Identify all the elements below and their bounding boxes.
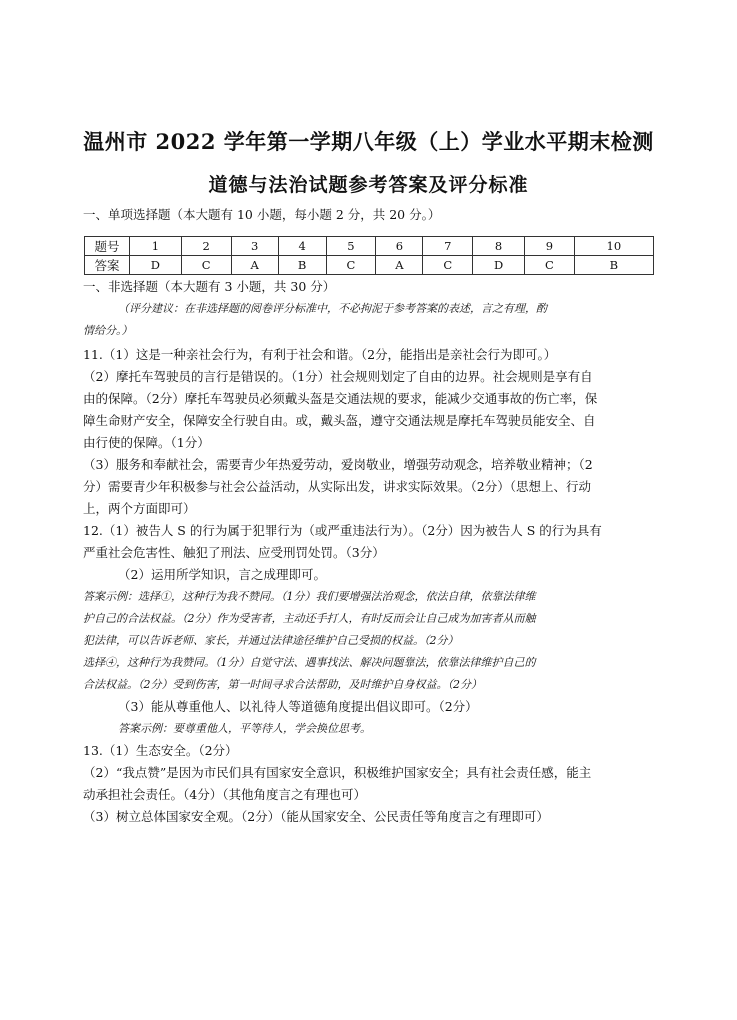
table-cell: 1 (130, 237, 182, 256)
table-cell: A (231, 256, 278, 275)
answer-line: 分）需要青少年积极参与社会公益活动，从实际出发，讲求实际效果。（2分）（思想上、行动 (83, 479, 591, 494)
table-row-numbers (85, 237, 654, 256)
answer-example-line: 犯法律，可以告诉老师、家长，并通过法律途径维护自己受损的权益。（2分） (83, 634, 459, 647)
section1-heading: 一、单项选择题（本大题有 10 小题，每小题 2 分，共 20 分。） (83, 207, 441, 222)
answer-line: （3）服务和奉献社会，需要青少年热爱劳动，爱岗敬业，增强劳动观念，培养敬业精神；（2 (83, 457, 593, 472)
answer-line: （2）运用所学知识，言之成理即可。 (118, 567, 326, 582)
table-cell: 4 (278, 237, 326, 256)
table-cell: 10 (574, 237, 653, 256)
answer-line: （2）“我点赞”是因为市民们具有国家安全意识，积极维护国家安全；具有社会责任感，能主 (83, 765, 592, 780)
answer-example-line: 答案示例：要尊重他人，平等待人，学会换位思考。 (118, 722, 371, 735)
answer-line: （3）能从尊重他人、以礼待人等道德角度提出倡议即可。（2分） (118, 699, 478, 714)
table-cell: B (574, 256, 653, 275)
answer-line: （3）树立总体国家安全观。（2分）（能从国家安全、公民责任等角度言之有理即可） (83, 809, 549, 824)
grading-note-line2: 情给分。） (83, 324, 133, 337)
answer-line: 由的保障。（2分）摩托车驾驶员必须戴头盔是交通法规的要求，能减少交通事故的伤亡率，保 (83, 391, 598, 406)
table-cell: C (423, 256, 473, 275)
table-cell: A (376, 256, 423, 275)
table-cell: C (525, 256, 575, 275)
answer-line: 由行使的保障。（1分） (83, 435, 210, 450)
table-cell: C (181, 256, 231, 275)
row-label-answer: 答案 (85, 256, 130, 275)
answer-line: 障生命财产安全，保障安全行驶自由。或，戴头盔，遵守交通法规是摩托车驾驶员能安全、自 (83, 413, 596, 428)
table-cell: D (130, 256, 182, 275)
answer-line: 上，两个方面即可） (83, 501, 196, 516)
answer-example-line: 答案示例：选择①，这种行为我不赞同。（1分）我们要增强法治观念，依法自律，依靠法律维 (83, 590, 536, 603)
grading-note-line1: （评分建议：在非选择题的阅卷评分标准中，不必拘泥于参考答案的表述，言之有理，酌 (118, 302, 547, 315)
answer-example-line: 合法权益。（2分）受到伤害，第一时间寻求合法帮助，及时维护自身权益。（2分） (83, 678, 482, 691)
row-label-number: 题号 (85, 237, 130, 256)
table-cell: 7 (423, 237, 473, 256)
table-cell: C (326, 256, 376, 275)
page-title: 温州市 2022 学年第一学期八年级（上）学业水平期末检测 (83, 129, 654, 154)
table-row-answers (85, 256, 654, 275)
table-cell: D (473, 256, 525, 275)
answer-line: 动承担社会责任。（4分）（其他角度言之有理也可） (83, 787, 366, 802)
page-subtitle: 道德与法治试题参考答案及评分标准 (208, 174, 529, 196)
answer-line: 12.（1）被告人 S 的行为属于犯罪行为（或严重违法行为）。（2分）因为被告人 S 的行为具有 (83, 523, 602, 538)
table-cell: 6 (376, 237, 423, 256)
table-cell: 3 (231, 237, 278, 256)
answer-example-line: 护自己的合法权益。（2分）作为受害者，主动还手打人，有时反而会让自己成为加害者从而触 (83, 612, 536, 625)
answer-line: （2）摩托车驾驶员的言行是错误的。（1分）社会规则划定了自由的边界。社会规则是享有自 (83, 369, 593, 384)
table-cell: 9 (525, 237, 575, 256)
answer-example-line: 选择④，这种行为我赞同。（1分）自觉守法、遇事找法、解决问题靠法，依靠法律维护自己的 (83, 656, 536, 669)
answer-line: 11.（1）这是一种亲社会行为，有利于社会和谐。（2分，能指出是亲社会行为即可。） (83, 347, 557, 362)
answer-line: 严重社会危害性、触犯了刑法、应受刑罚处罚。（3分） (83, 545, 385, 560)
answer-line: 13.（1）生态安全。（2分） (83, 743, 238, 758)
answer-table (84, 236, 654, 275)
section2-heading: 一、非选择题（本大题有 3 小题，共 30 分） (83, 279, 336, 294)
table-cell: 8 (473, 237, 525, 256)
table-cell: B (278, 256, 326, 275)
table-cell: 5 (326, 237, 376, 256)
table-cell: 2 (181, 237, 231, 256)
